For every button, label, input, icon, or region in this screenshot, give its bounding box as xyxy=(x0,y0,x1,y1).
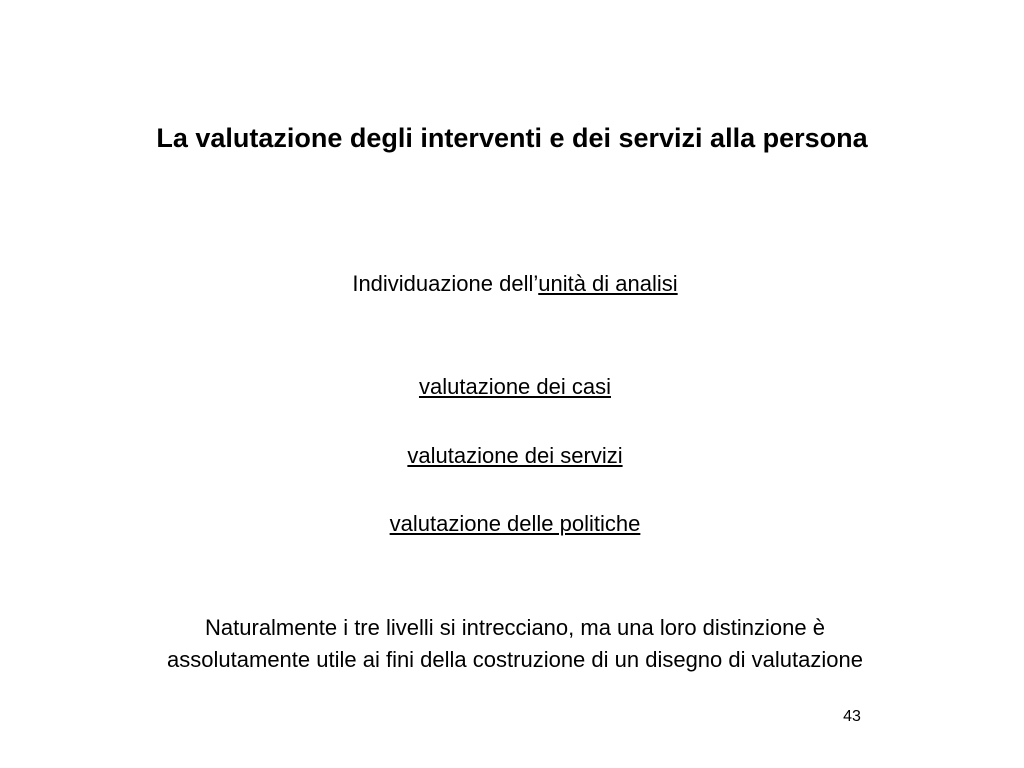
closing-note-line-2: assolutamente utile ai fini della costruzione di un disegno di valutazione xyxy=(167,647,863,672)
closing-note-line-1: Naturalmente i tre livelli si intrecciano, ma una loro distinzione è xyxy=(205,615,825,640)
analysis-unit-prefix: Individuazione dell’ xyxy=(352,271,539,296)
analysis-unit-heading xyxy=(0,269,1024,299)
page-number: 43 xyxy=(843,708,861,725)
slide-title: La valutazione degli interventi e dei servizi alla persona xyxy=(156,123,868,153)
level-cases: valutazione dei casi xyxy=(418,374,611,399)
level-services: valutazione dei servizi xyxy=(407,443,623,468)
analysis-unit-underlined: unità di analisi xyxy=(538,271,678,296)
level-policies: valutazione delle politiche xyxy=(389,511,641,536)
closing-note xyxy=(0,612,1024,676)
